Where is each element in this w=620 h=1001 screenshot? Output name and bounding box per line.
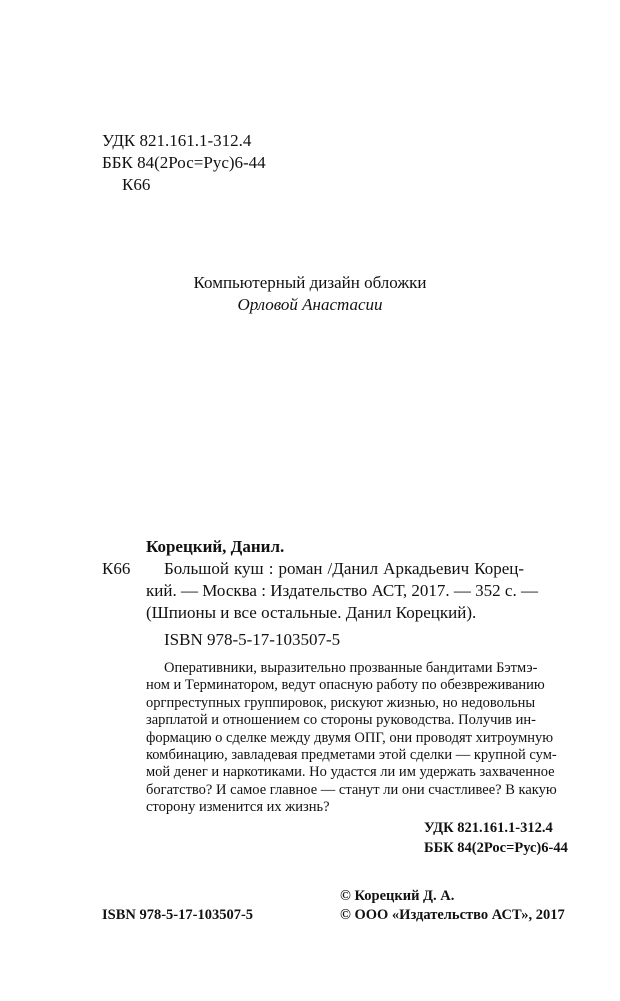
annotation-line: комбинацию, завладевая предметами этой сделки — крупной сум- [146,747,557,763]
annotation-line: ном и Терминатором, ведут опасную работу по обезвреживанию [146,677,545,694]
cover-design-label: Компьютерный дизайн обложки [193,273,427,292]
isbn-footer: ISBN 978-5-17-103507-5 [102,907,254,923]
description-line: (Шпионы и все остальные. Данил Корецкий). [146,603,477,622]
udk-code-bottom: УДК 821.161.1-312.4 [424,820,553,836]
udk-code: УДК 821.161.1-312.4 [102,131,252,150]
copyright-publisher: © ООО «Издательство АСТ», 2017 [340,907,565,923]
cover-designer-name: Орловой Анастасии [237,295,383,314]
bibliographic-code: К66 [102,559,131,578]
author-heading: Корецкий, Данил. [146,537,285,556]
isbn-line: ISBN 978-5-17-103507-5 [164,630,341,649]
annotation-line: оргпреступных группировок, рискуют жизнью, но недовольны [146,694,536,711]
annotation-line: сторону изменится их жизнь? [146,799,330,816]
bbk-code-bottom: ББК 84(2Рос=Рус)6-44 [424,840,568,856]
annotation-line: формацию о сделке между двумя ОПГ, они проводят хитроумную [146,729,554,746]
annotation-line: богатство? И самое главное — станут ли они счастливее? В какую [146,781,557,798]
copyright-author: © Корецкий Д. А. [340,888,455,904]
annotation-line: мой денег и наркотиками. Но удастся ли им удержать захваченное [146,764,555,781]
description-line: Большой куш : роман /Данил Аркадьевич Корец- [164,559,524,578]
author-sign-code: К66 [122,175,151,194]
annotation-line: зарплатой и отношением со стороны руководства. Получив ин- [146,712,536,729]
description-line: кий. — Москва : Издательство АСТ, 2017. — 352 с. — [146,581,538,600]
annotation-line: Оперативники, выразительно прозванные бандитами Бэтмэ- [164,660,538,676]
bbk-code: ББК 84(2Рос=Рус)6-44 [102,153,266,172]
